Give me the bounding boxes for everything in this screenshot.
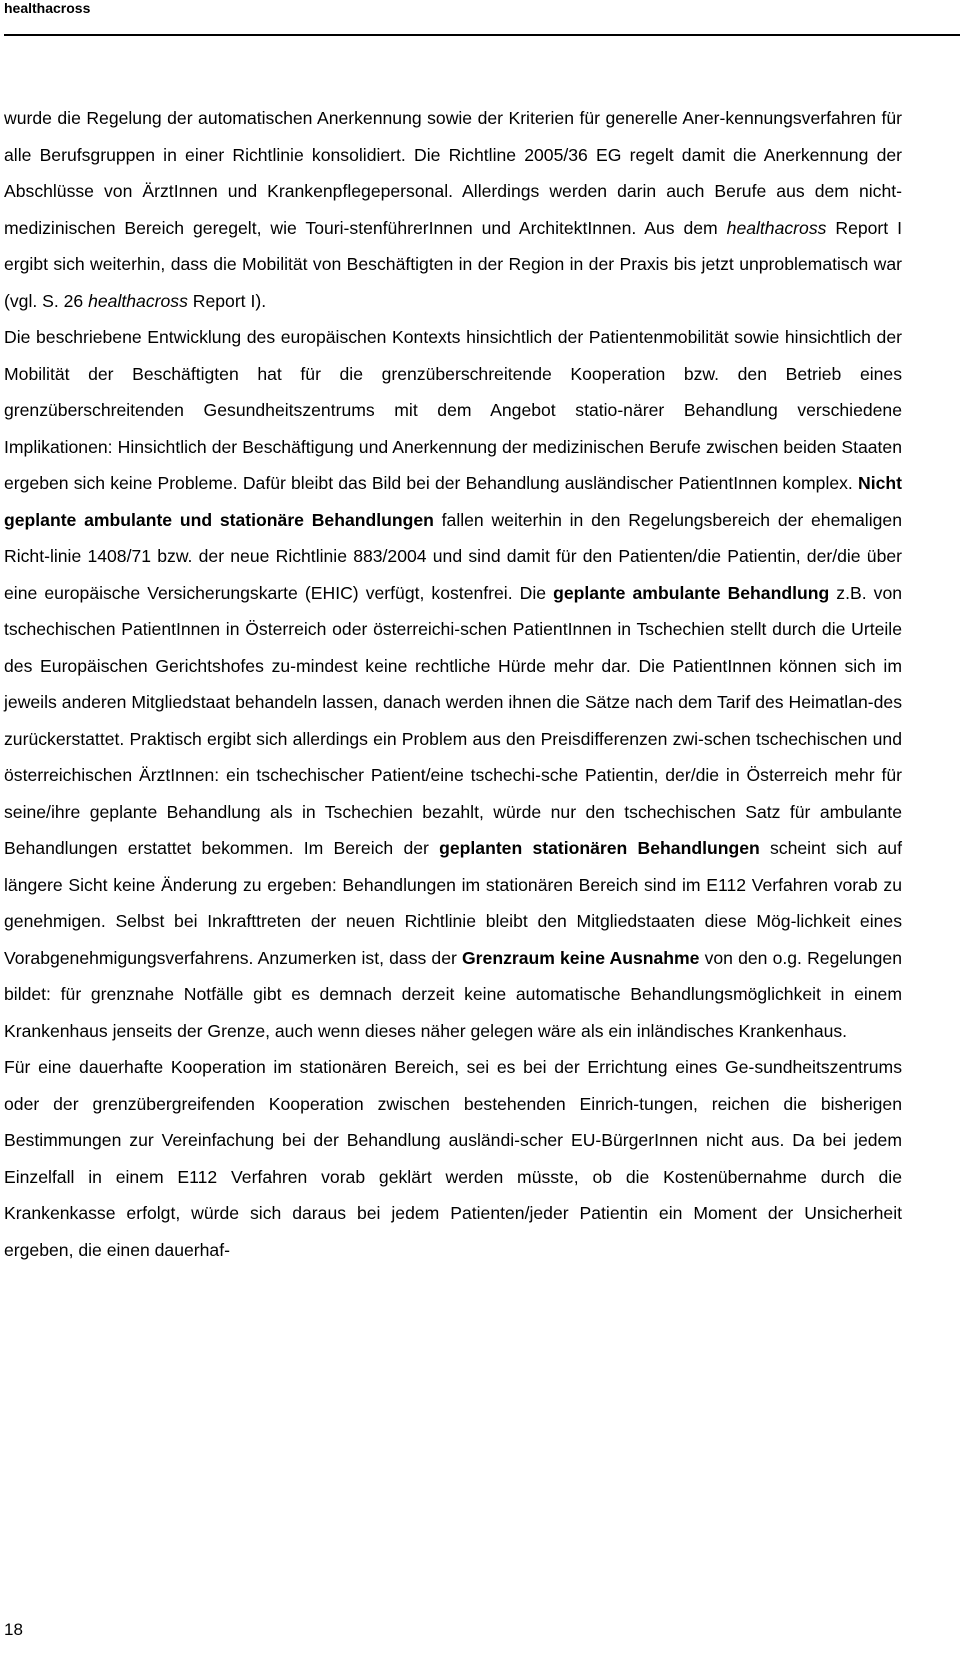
paragraph-2 [4,319,902,1049]
page-header [4,0,960,36]
paragraph-2-text-e: von den o.g. Regelungen bildet: für grenznahe Notfälle gibt es demnach derzeit keine automatische Behandlungsmöglichkeit in einem Krankenhaus jenseits der Grenze, auch wenn dieses näher gelegen wäre als ein inländisches Krankenhaus. [4,947,902,1041]
paragraph-2-text-c: z.B. von tschechischen PatientInnen in Österreich oder österreichi-schen PatientInnen in Tschechien stellt durch die Urteile des Europäischen Gerichtshofes zu-mindest keine rechtliche Hürde mehr dar. Die PatientInnen können sich im jeweils anderen Mitgliedstaat behandeln lassen, danach werden ihnen die Sätze nach dem Tarif des Heimatlan-des zurückerstattet. Praktisch ergibt sich allerdings ein Problem aus den Preisdifferenzen zwi-schen tschechischen und österreichischen ÄrztInnen: ein tschechischer Patient/eine tschechi-sche Patientin, der/die in Österreich mehr für seine/ihre geplante Behandlung als in Tschechien bezahlt, würde nur den tschechischen Satz für ambulante Behandlungen erstattet bekommen. Im Bereich der [4,582,903,858]
bold-term: Grenzraum keine Ausnahme [462,947,700,968]
paragraph-2-text-b: fallen weiterhin in den Regelungsbereich der ehemaligen Richt-linie 1408/71 bzw. der neue Richtlinie 883/2004 und sind damit für den Patienten/die Patientin, der/die über eine europäische Versicherungskarte (EHIC) verfügt, kostenfrei. Die [4,509,902,603]
bold-term: geplanten stationären Behandlungen [439,838,760,858]
paragraph-1 [4,100,902,319]
bold-term: geplante ambulante Behandlung [553,582,830,603]
page-number: 18 [4,1620,23,1639]
paragraph-2-text-d: scheint sich auf längere Sicht keine Änderung zu ergeben: Behandlungen im stationären Bereich sind im E112 Verfahren vorab zu genehmigen. Selbst bei Inkrafttreten der neuen Richtlinie bleibt den Mitgliedstaaten diese Mög-lichkeit eines Vorabgenehmigungsverfahrens. Anzumerken ist, dass der [4,838,902,968]
brand-name-italic: healthacross [88,290,188,311]
header-title: healthacross [4,0,91,16]
paragraph-3: Für eine dauerhafte Kooperation im stationären Bereich, sei es bei der Errichtung eines Ge-sundheitszentrums oder der grenzübergreifenden Kooperation zwischen bestehenden Einrich-tungen, reichen die bisherigen Bestimmungen zur Vereinfachung bei der Behandlung ausländi-scher EU-BürgerInnen nicht aus. Da bei jedem Einzelfall in einem E112 Verfahren vorab geklärt werden müsste, ob die Kostenübernahme durch die Krankenkasse erfolgt, würde sich daraus bei jedem Patienten/jeder Patientin ein Moment der Unsicherheit ergeben, die einen dauerhaf- [4,1057,902,1260]
paragraph-1-text-c: Report I). [187,290,267,311]
brand-name-italic: healthacross [726,217,827,238]
document-body [4,100,902,1268]
bold-term: Nicht geplante ambulante und stationäre Behandlungen [4,473,902,530]
header-rule [4,34,960,36]
paragraph-2-text-a: Die beschriebene Entwicklung des europäischen Kontexts hinsichtlich der Patientenmobilität sowie hinsichtlich der Mobilität der Beschäftigten hat für die grenzüberschreitende Kooperation bzw. den Betrieb eines grenzüberschreitenden Gesundheitszentrums mit dem Angebot statio-närer Behandlung verschiedene Implikationen: Hinsichtlich der Beschäftigung und Anerkennung der medizinischen Berufe zwischen beiden Staaten ergeben sich keine Probleme. Dafür bleibt das Bild bei der Behandlung ausländischer PatientInnen komplex. [4,327,902,493]
paragraph-1-text-a: wurde die Regelung der automatischen Anerkennung sowie der Kriterien für generelle Aner-kennungsverfahren für alle Berufsgruppen in einer Richtlinie konsolidiert. Die Richtline 2005/36 EG regelt damit die Anerkennung der Abschlüsse von ÄrztInnen und Krankenpflegepersonal. Allerdings werden darin auch Berufe aus dem nicht-medizinischen Bereich geregelt, wie Touri-stenführerInnen und ArchitektInnen. Aus dem [4,108,902,238]
paragraph-1-text-b: Report I ergibt sich weiterhin, dass die Mobilität von Beschäftigten in der Region in der Praxis bis jetzt unproblematisch war (vgl. S. 26 [4,217,902,311]
